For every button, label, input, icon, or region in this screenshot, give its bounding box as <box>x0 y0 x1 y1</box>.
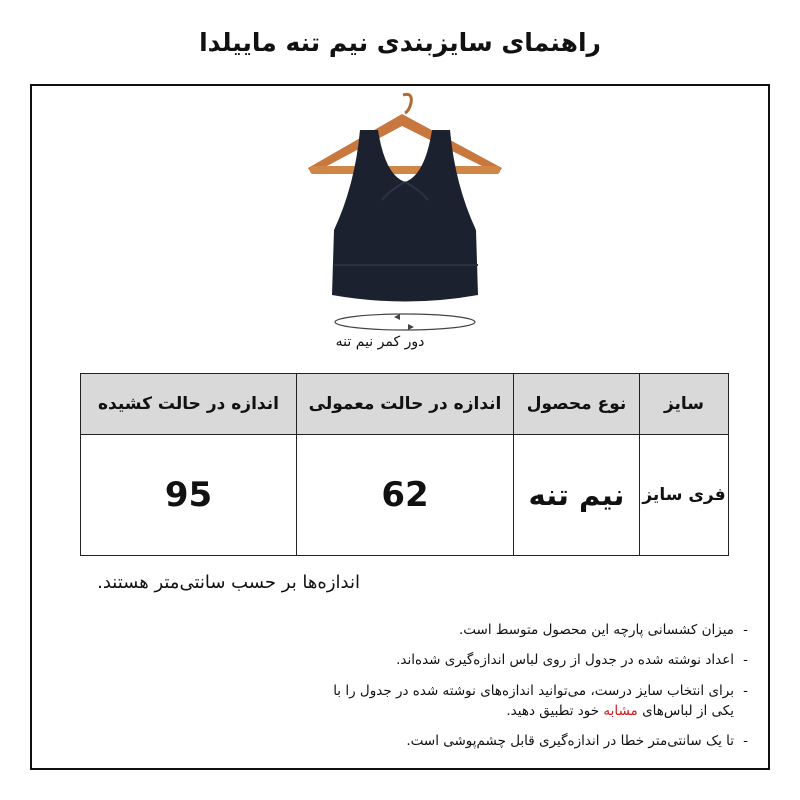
unit-note: اندازه‌ها بر حسب سانتی‌متر هستند. <box>97 572 360 593</box>
waist-label: دور کمر نیم تنه <box>335 334 425 350</box>
table-row <box>81 435 729 556</box>
garment-shape <box>332 130 478 302</box>
note-highlight: مشابه <box>603 702 638 719</box>
note-text: خود تطبیق دهید. <box>506 702 600 719</box>
bra-top-on-hanger-illustration <box>290 90 520 340</box>
note-item <box>308 650 748 670</box>
cell-normal-size: 62 <box>297 435 514 556</box>
header-normal-size: اندازه در حالت معمولی <box>297 374 514 435</box>
size-table <box>80 373 729 556</box>
note-text: تا یک سانتی‌متر خطا در اندازه‌گیری قابل چشم‌پوشی است. <box>406 733 734 749</box>
notes-list <box>308 620 748 761</box>
note-item <box>308 731 748 751</box>
note-text: اعداد نوشته شده در جدول از روی لباس اندازه‌گیری شده‌اند. <box>396 652 734 669</box>
hanger-icon <box>308 94 502 174</box>
note-text: برای انتخاب سایز درست، می‌توانید اندازه‌های نوشته شده در جدول را با یکی از لباس‌های <box>333 682 734 719</box>
note-item <box>308 681 748 722</box>
cell-product-type: نیم تنه <box>514 435 640 556</box>
cell-stretched-size: 95 <box>81 435 297 556</box>
header-stretched-size: اندازه در حالت کشیده <box>81 374 297 435</box>
cell-size: فری سایز <box>640 435 729 556</box>
note-text: میزان کشسانی پارچه این محصول متوسط است. <box>458 622 734 638</box>
header-size: سایز <box>640 374 729 435</box>
waist-measure-ellipse <box>335 314 475 330</box>
page-title: راهنمای سایزبندی نیم تنه ماییلدا <box>199 28 601 57</box>
table-header-row <box>81 374 729 435</box>
note-item <box>308 620 748 640</box>
header-product-type: نوع محصول <box>514 374 640 435</box>
